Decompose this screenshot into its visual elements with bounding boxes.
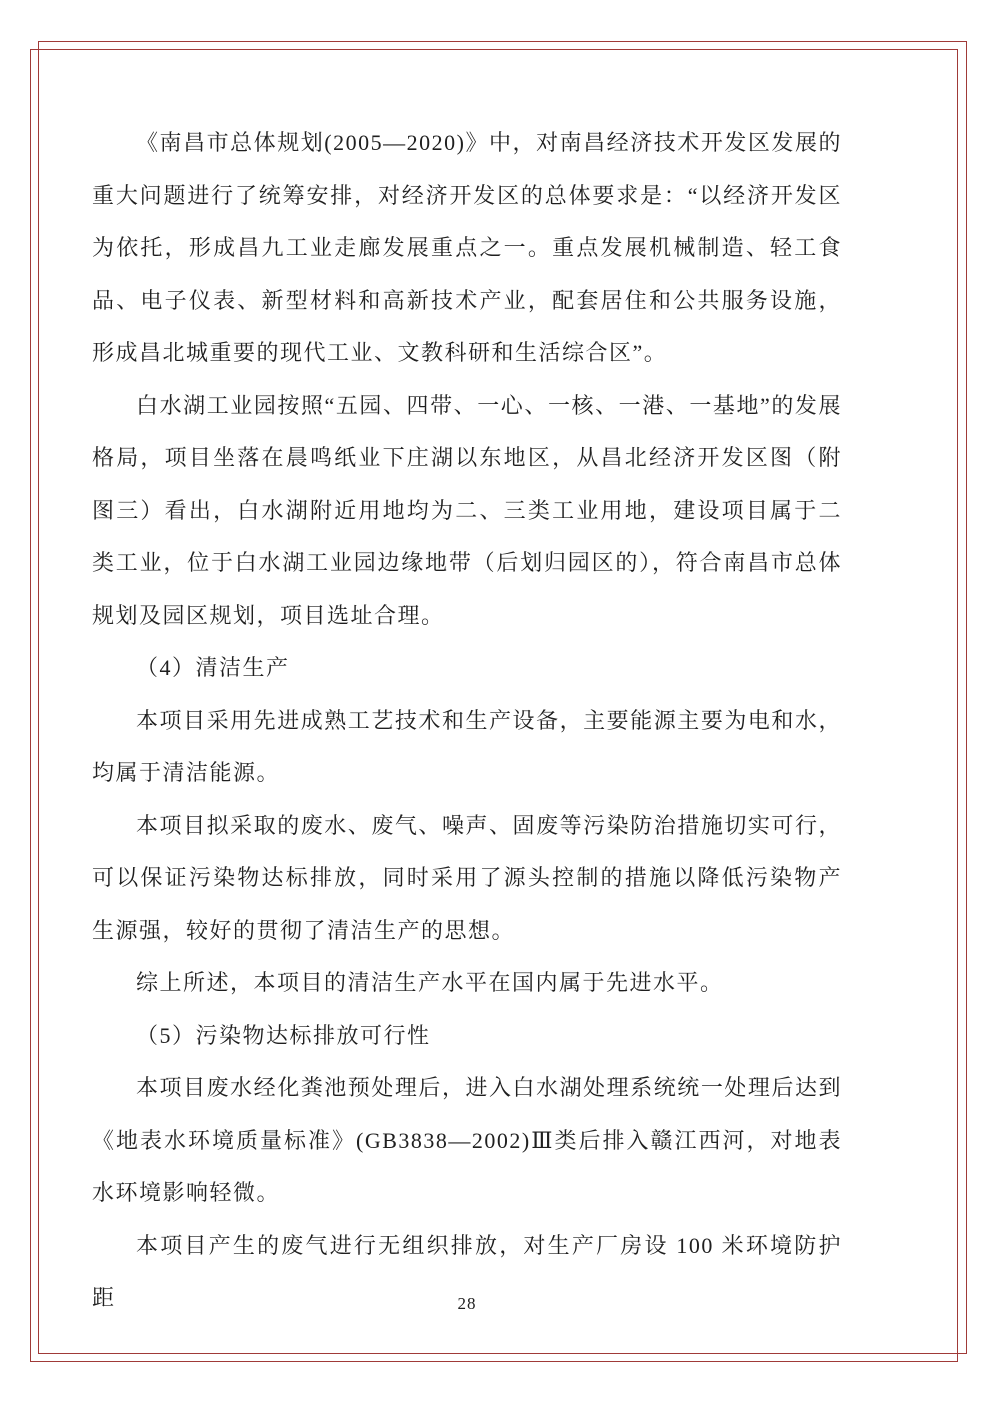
section-heading: （4）清洁生产 (136, 655, 290, 680)
paragraph: 本项目废水经化粪池预处理后，进入白水湖处理系统统一处理后达到《地表水环境质量标准》(GB3838—2002)Ⅲ类后排入赣江西河，对地表水环境影响轻微。 (92, 1075, 842, 1205)
paragraph: 本项目产生的废气进行无组织排放，对生产厂房设 100 米环境防护距 (92, 1232, 842, 1310)
document-body (92, 117, 842, 1325)
section-heading: （5）污染物达标排放可行性 (136, 1022, 431, 1048)
paragraph: 综上所述，本项目的清洁生产水平在国内属于先进水平。 (136, 970, 724, 995)
paragraph: 《南昌市总体规划(2005—2020)》中，对南昌经济技术开发区发展的重大问题进行了统筹安排，对经济开发区的总体要求是：“以经济开发区为依托，形成昌九工业走廊发展重点之一。重点发展机械制造、轻工食品、电子仪表、新型材料和高新技术产业，配套居住和公共服务设施，形成昌北城重要的现代工业、文教科研和生活综合区”。 (92, 130, 842, 365)
paragraph: 白水湖工业园按照“五园、四带、一心、一核、一港、一基地”的发展格局，项目坐落在晨鸣纸业下庄湖以东地区，从昌北经济开发区图（附图三）看出，白水湖附近用地均为二、三类工业用地，建设项目属于二类工业，位于白水湖工业园边缘地带（后划归园区的），符合南昌市总体规划及园区规划，项目选址合理。 (92, 392, 842, 628)
paragraph: 本项目拟采取的废水、废气、噪声、固废等污染防治措施切实可行，可以保证污染物达标排放，同时采用了源头控制的措施以降低污染物产生源强，较好的贯彻了清洁生产的思想。 (92, 812, 842, 943)
paragraph: 本项目采用先进成熟工艺技术和生产设备，主要能源主要为电和水，均属于清洁能源。 (92, 707, 842, 785)
page-number: 28 (457, 1294, 477, 1313)
